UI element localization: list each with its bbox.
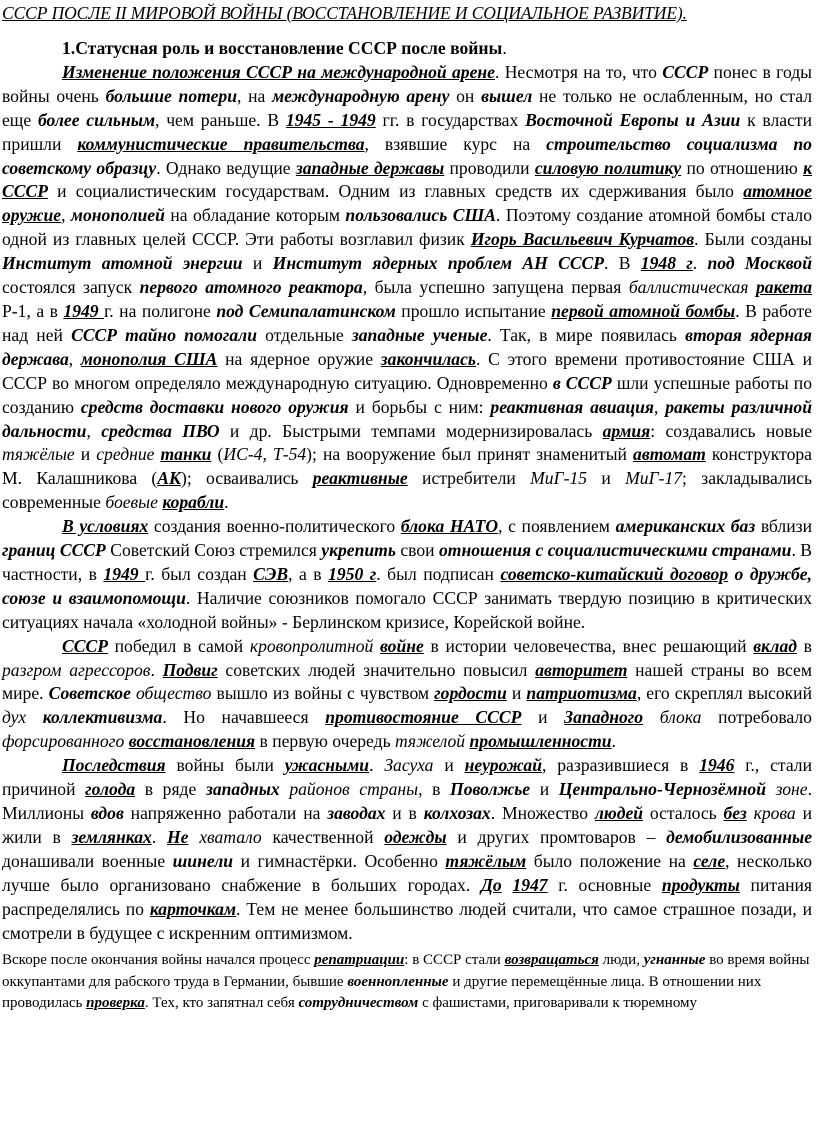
text-run: люди, xyxy=(598,952,644,969)
text-run: , а в xyxy=(288,563,329,584)
text-run: , его скреплял высокий xyxy=(636,683,813,704)
emphasis-text: реактивные xyxy=(312,468,408,489)
emphasis-text: До xyxy=(480,874,502,895)
emphasis-text: продукты xyxy=(661,874,740,895)
emphasis-text: вышел xyxy=(481,85,533,106)
emphasis-text: закончилась xyxy=(380,348,476,369)
text-run: прошло испытание xyxy=(395,300,552,321)
text-run: г. основные xyxy=(547,874,662,895)
text-run: на обладание которым xyxy=(164,205,346,226)
text-run: . Тех, кто запятнал себя xyxy=(144,995,299,1012)
text-run: вышло из войны с чувством xyxy=(211,683,435,704)
text-run: : создавались новые xyxy=(650,420,813,441)
emphasis-text: атомное оружие xyxy=(2,181,812,226)
emphasis-text: боевые xyxy=(105,492,158,513)
text-run xyxy=(188,827,199,847)
text-run: с фашистами, приговаривали к тюремному xyxy=(418,995,698,1012)
emphasis-text: танки xyxy=(160,444,212,465)
text-run: , была успешно запущена первая xyxy=(362,277,629,298)
text-run: . Тем не менее большинство людей считали, что самое страшное позади, и смотрели в будущее с искренним оптимизмом. xyxy=(2,898,812,943)
text-run: войны были xyxy=(165,755,285,776)
text-run: . Но начавшееся xyxy=(162,707,326,728)
emphasis-text: Засуха xyxy=(384,755,434,776)
emphasis-text: тяжёлые xyxy=(2,444,75,465)
emphasis-text: границ СССР xyxy=(2,540,106,561)
emphasis-text: ужасными xyxy=(284,755,370,776)
text-run: . xyxy=(224,492,229,513)
text-run xyxy=(502,875,513,895)
emphasis-text: кровопролитной xyxy=(249,635,374,656)
text-run: и xyxy=(587,468,626,489)
emphasis-text: Подвиг xyxy=(162,659,218,680)
text-run xyxy=(766,779,776,799)
emphasis-text: селе xyxy=(693,850,726,871)
emphasis-text: 1948 г xyxy=(640,253,693,274)
emphasis-text: 1947 xyxy=(512,874,548,895)
emphasis-text: СССР xyxy=(62,635,108,656)
text-run: Р-1, а в xyxy=(2,300,64,321)
text-run: питания распределялись по xyxy=(2,874,812,919)
emphasis-text: СССР xyxy=(662,61,709,82)
emphasis-text: средние xyxy=(96,444,155,465)
emphasis-text: дух xyxy=(2,707,27,728)
paragraph xyxy=(2,754,812,945)
text-run: и xyxy=(433,755,465,776)
text-run: г. на полигоне xyxy=(104,300,217,321)
text-run: , взявшие курс на xyxy=(364,133,547,154)
text-run: донашивали военные xyxy=(2,850,173,871)
text-run: в истории человечества, внес решающий xyxy=(423,635,754,656)
emphasis-text: демобилизованные xyxy=(666,826,813,847)
text-run: . был подписан xyxy=(376,563,501,584)
emphasis-text: восстановления xyxy=(128,731,256,752)
text-run: и xyxy=(74,444,97,465)
text-run: на ядерное оружие xyxy=(217,348,381,369)
emphasis-text: МиГ-15 xyxy=(530,468,588,489)
emphasis-text: проверка xyxy=(86,995,145,1012)
emphasis-text: голода xyxy=(85,779,136,800)
emphasis-text: 1945 - 1949 xyxy=(285,109,376,130)
text-run: , xyxy=(68,348,81,369)
emphasis-text: вдов xyxy=(90,803,124,823)
text-run: ; закладывались современные xyxy=(2,468,812,513)
text-run: свои xyxy=(395,540,439,561)
text-run: . xyxy=(692,253,708,274)
text-run: , на xyxy=(236,85,273,106)
text-run: . Множество xyxy=(490,803,595,823)
text-run: вблизи xyxy=(755,516,812,537)
text-run: и др. Быстрыми темпами модернизировалась xyxy=(219,420,603,441)
text-run: шли успешные работы по созданию xyxy=(2,372,812,417)
text-run: не только не ослабленным, но стал еще xyxy=(2,85,813,130)
emphasis-text: гордости xyxy=(434,683,507,704)
emphasis-text: строительство социализма по советскому образцу xyxy=(2,133,812,178)
emphasis-text: МиГ-17 xyxy=(625,468,683,489)
text-run: и других промтоваров – xyxy=(446,826,667,847)
emphasis-text: тяжёлым xyxy=(445,850,527,871)
text-run xyxy=(26,707,43,727)
text-run: , xyxy=(86,420,102,441)
text-run: и социалистическим государствам. Одним из главных средств их сдерживания было xyxy=(47,181,744,202)
emphasis-text: возвращаться xyxy=(504,952,599,969)
text-run: и в xyxy=(385,803,424,823)
emphasis-text: крова xyxy=(753,803,796,823)
emphasis-text: коммунистические правительства xyxy=(77,133,365,154)
text-run: конструктора М. Калашникова ( xyxy=(2,444,812,489)
emphasis-text: Институт ядерных проблем АН СССР xyxy=(272,253,605,274)
emphasis-text: вклад xyxy=(753,635,797,656)
emphasis-text: большие потери xyxy=(105,85,237,106)
text-run: . В работе над ней xyxy=(2,300,812,345)
small-paragraph xyxy=(2,950,812,1014)
text-run: г., стали причиной xyxy=(2,755,812,800)
emphasis-text: противостояние СССР xyxy=(325,707,522,728)
small-text xyxy=(2,950,812,1014)
text-run: и xyxy=(242,253,273,274)
emphasis-text: средств доставки нового оружия xyxy=(80,396,349,417)
emphasis-text: западные державы xyxy=(295,157,445,178)
emphasis-text: ИС-4, Т-54 xyxy=(223,444,307,465)
emphasis-text: средства ПВО xyxy=(101,420,220,441)
paragraph xyxy=(2,61,812,515)
emphasis-text: силовую политику xyxy=(534,157,682,178)
emphasis-text: зоне xyxy=(775,779,808,800)
emphasis-text: землянках xyxy=(71,826,152,847)
text-run: в первую очередь xyxy=(255,731,396,752)
text-run: нашей страны во всем мире. xyxy=(2,659,812,704)
emphasis-text: отношения с социалистическими странами xyxy=(438,540,792,561)
text-run: . Были созданы xyxy=(694,229,812,250)
emphasis-text: хватало xyxy=(199,826,262,847)
emphasis-text: Институт атомной энергии xyxy=(2,253,243,274)
emphasis-text: монополия США xyxy=(80,348,218,369)
emphasis-text: Советское xyxy=(48,683,131,704)
emphasis-text: карточкам xyxy=(149,898,237,919)
text-run: и гимнастёрки. Особенно xyxy=(233,850,446,871)
text-run: состоялся запуск xyxy=(2,277,140,298)
emphasis-text: о дружбе, союзе и взаимопомощи xyxy=(2,563,813,608)
emphasis-text: западные ученые xyxy=(351,324,488,345)
text-run: отдельные xyxy=(256,324,352,345)
emphasis-text: западных xyxy=(205,779,280,800)
text-run: . Однако ведущие xyxy=(156,157,296,178)
paragraph xyxy=(2,515,812,635)
emphasis-text: американских баз xyxy=(615,516,756,537)
text-run: напряженно работали на xyxy=(123,803,328,823)
emphasis-text: патриотизма xyxy=(526,683,637,704)
emphasis-text: В условиях xyxy=(62,516,149,537)
emphasis-text: под Москвой xyxy=(707,253,813,274)
emphasis-text: районов страны xyxy=(289,779,419,800)
emphasis-text: монополией xyxy=(70,205,165,226)
emphasis-text: Игорь Васильевич Курчатов xyxy=(470,229,695,250)
text-run: . xyxy=(150,659,163,680)
emphasis-text: Не xyxy=(166,826,189,847)
emphasis-text: блока xyxy=(659,707,702,728)
text-run: Вскоре после окончания войны начался процесс xyxy=(2,952,315,969)
text-run: и борьбы с ним: xyxy=(348,396,491,417)
emphasis-text: армия xyxy=(602,420,651,441)
emphasis-text: разгром агрессоров xyxy=(2,659,151,680)
text-run: создания военно-политического xyxy=(148,516,401,537)
emphasis-text: к СССР xyxy=(2,157,812,202)
emphasis-text: без xyxy=(723,803,747,823)
emphasis-text: вторая ядерная держава xyxy=(2,324,812,369)
text-run: к власти пришли xyxy=(2,109,813,154)
text-run: в xyxy=(796,635,812,656)
emphasis-text: тяжелой xyxy=(395,731,466,752)
emphasis-text: военнопленные xyxy=(347,973,449,990)
text-run: гг. в государствах xyxy=(375,109,526,130)
emphasis-text: под Семипалатинском xyxy=(216,300,396,321)
text-run: и жили в xyxy=(2,803,812,847)
emphasis-text: СЭВ xyxy=(253,563,289,584)
text-run: . Наличие союзников помогало СССР занимать твердую позицию в критических ситуациях начала «холодной войны» - Берлинском кризисе, Корейской войне. xyxy=(2,587,813,632)
emphasis-text: Восточной Европы и Азии xyxy=(525,109,741,130)
text-run: . В xyxy=(604,253,641,274)
text-run: ); осваивались xyxy=(180,468,313,489)
text-run: , в xyxy=(418,779,451,800)
text-run: , xyxy=(653,396,666,417)
emphasis-text: СССР тайно помогали xyxy=(71,324,257,345)
emphasis-text: колхозах xyxy=(423,803,491,823)
paragraph xyxy=(2,635,812,755)
text-run: было положение на xyxy=(526,850,694,871)
text-run: истребители xyxy=(407,468,531,489)
emphasis-text: корабли xyxy=(162,492,225,513)
text-run: , несколько лучше было организовано снабжение в больших городах. xyxy=(2,850,812,895)
emphasis-text: АК xyxy=(157,468,181,489)
text-run: по отношению xyxy=(681,157,804,178)
text-run xyxy=(643,707,660,727)
emphasis-text: баллистическая xyxy=(628,277,749,298)
emphasis-text: реактивная авиация xyxy=(490,396,654,417)
emphasis-text: ракета xyxy=(755,277,813,298)
emphasis-text: укрепить xyxy=(321,540,396,561)
emphasis-text: Поволжье xyxy=(450,779,531,800)
emphasis-text: промышленности xyxy=(469,731,612,752)
emphasis-text: авторитет xyxy=(535,659,628,680)
text-run: . xyxy=(611,731,616,752)
emphasis-text: первого атомного реактора xyxy=(139,277,363,298)
text-run: победил в самой xyxy=(107,635,250,656)
text-run xyxy=(748,277,756,297)
text-run: , чем раньше. В xyxy=(155,109,286,130)
text-run: и xyxy=(506,683,527,704)
emphasis-text: 1949 xyxy=(63,300,105,321)
text-run: в ряде xyxy=(135,779,206,800)
section-heading-line: 1.Статусная роль и восстановление СССР после войны. xyxy=(62,38,507,58)
text-run: : в СССР стали xyxy=(404,952,505,969)
section-heading: 1.Статусная роль и восстановление СССР после войны xyxy=(62,38,503,58)
emphasis-text: 1950 г xyxy=(328,563,377,584)
text-run: Советский Союз стремился xyxy=(105,540,322,561)
text-run: и xyxy=(521,707,565,728)
emphasis-text: в СССР xyxy=(552,372,612,393)
text-run: . Несмотря на то, что xyxy=(495,61,663,82)
emphasis-text: шинели xyxy=(172,850,234,871)
text-run: он xyxy=(449,85,482,106)
text-run: . Поэтому создание атомной бомбы стало одной из главных целей СССР. Эти работы возглавил физик xyxy=(2,205,812,250)
text-run: качественной xyxy=(261,826,385,847)
text-run: . Так, в мире появилась xyxy=(487,324,686,345)
emphasis-text: одежды xyxy=(384,826,447,847)
text-run: советских людей значительно повысил xyxy=(217,659,536,680)
text-run: ); на вооружение был принят знаменитый xyxy=(306,444,634,465)
text-run: , разразившиеся в xyxy=(542,755,700,776)
emphasis-text: Западного xyxy=(564,707,644,728)
emphasis-text: автомат xyxy=(633,444,706,465)
text-run: и xyxy=(530,779,559,800)
text-run: осталось xyxy=(643,803,724,823)
emphasis-text: людей xyxy=(594,803,644,823)
text-run: . В частности, в xyxy=(2,540,812,584)
text-run: и другие перемещённые лица. В отношении них проводилась xyxy=(2,973,762,1012)
text-run: г. был создан xyxy=(145,563,254,584)
emphasis-text: коллективизма xyxy=(42,707,163,728)
text-run: , xyxy=(61,205,71,226)
emphasis-text: форсированного xyxy=(2,731,125,752)
emphasis-text: 1949 xyxy=(103,563,146,584)
text-run: понес в годы войны очень xyxy=(2,61,813,106)
emphasis-text: ракеты различной дальности xyxy=(2,396,813,441)
text-run: . xyxy=(151,826,167,847)
text-run: во время войны оккупантами для рабского труда в Германии, бывшие xyxy=(2,952,810,990)
emphasis-text: Центрально-Чернозёмной xyxy=(558,779,766,800)
text-run xyxy=(373,636,380,656)
emphasis-text: международную арену xyxy=(272,85,450,106)
text-run: , с появлением xyxy=(498,516,616,537)
main-text xyxy=(2,37,812,945)
emphasis-text: войне xyxy=(380,635,424,656)
emphasis-text: Изменение положения СССР на международной арене xyxy=(62,61,495,82)
text-run: потребовало xyxy=(701,707,812,728)
text-run: . xyxy=(369,755,385,776)
text-run: проводили xyxy=(444,157,535,178)
emphasis-text: более сильным xyxy=(37,109,156,130)
text-run xyxy=(280,779,290,799)
text-run: . Миллионы xyxy=(2,779,812,823)
emphasis-text: сотрудничеством xyxy=(298,995,419,1012)
emphasis-text: советско-китайский договор xyxy=(500,563,729,584)
emphasis-text: Последствия xyxy=(62,755,166,776)
emphasis-text: репатриации xyxy=(314,952,405,969)
text-run: . С этого времени противостояние США и СССР во многом определяло международную ситуацию. Одновременно xyxy=(2,348,812,393)
emphasis-text: заводах xyxy=(327,803,386,823)
emphasis-text: общество xyxy=(135,683,212,704)
document-title: СССР ПОСЛЕ II МИРОВОЙ ВОЙНЫ (ВОССТАНОВЛЕНИЕ И СОЦИАЛЬНОЕ РАЗВИТИЕ). xyxy=(2,3,687,23)
emphasis-text: первой атомной бомбы xyxy=(551,300,736,321)
text-run: ( xyxy=(211,444,224,465)
text-run xyxy=(747,803,754,823)
emphasis-text: угнанные xyxy=(643,952,706,969)
emphasis-text: 1946 xyxy=(699,755,735,776)
emphasis-text: блока НАТО xyxy=(400,516,499,537)
emphasis-text: неурожай xyxy=(464,755,543,776)
emphasis-text: пользовались США xyxy=(345,205,496,226)
